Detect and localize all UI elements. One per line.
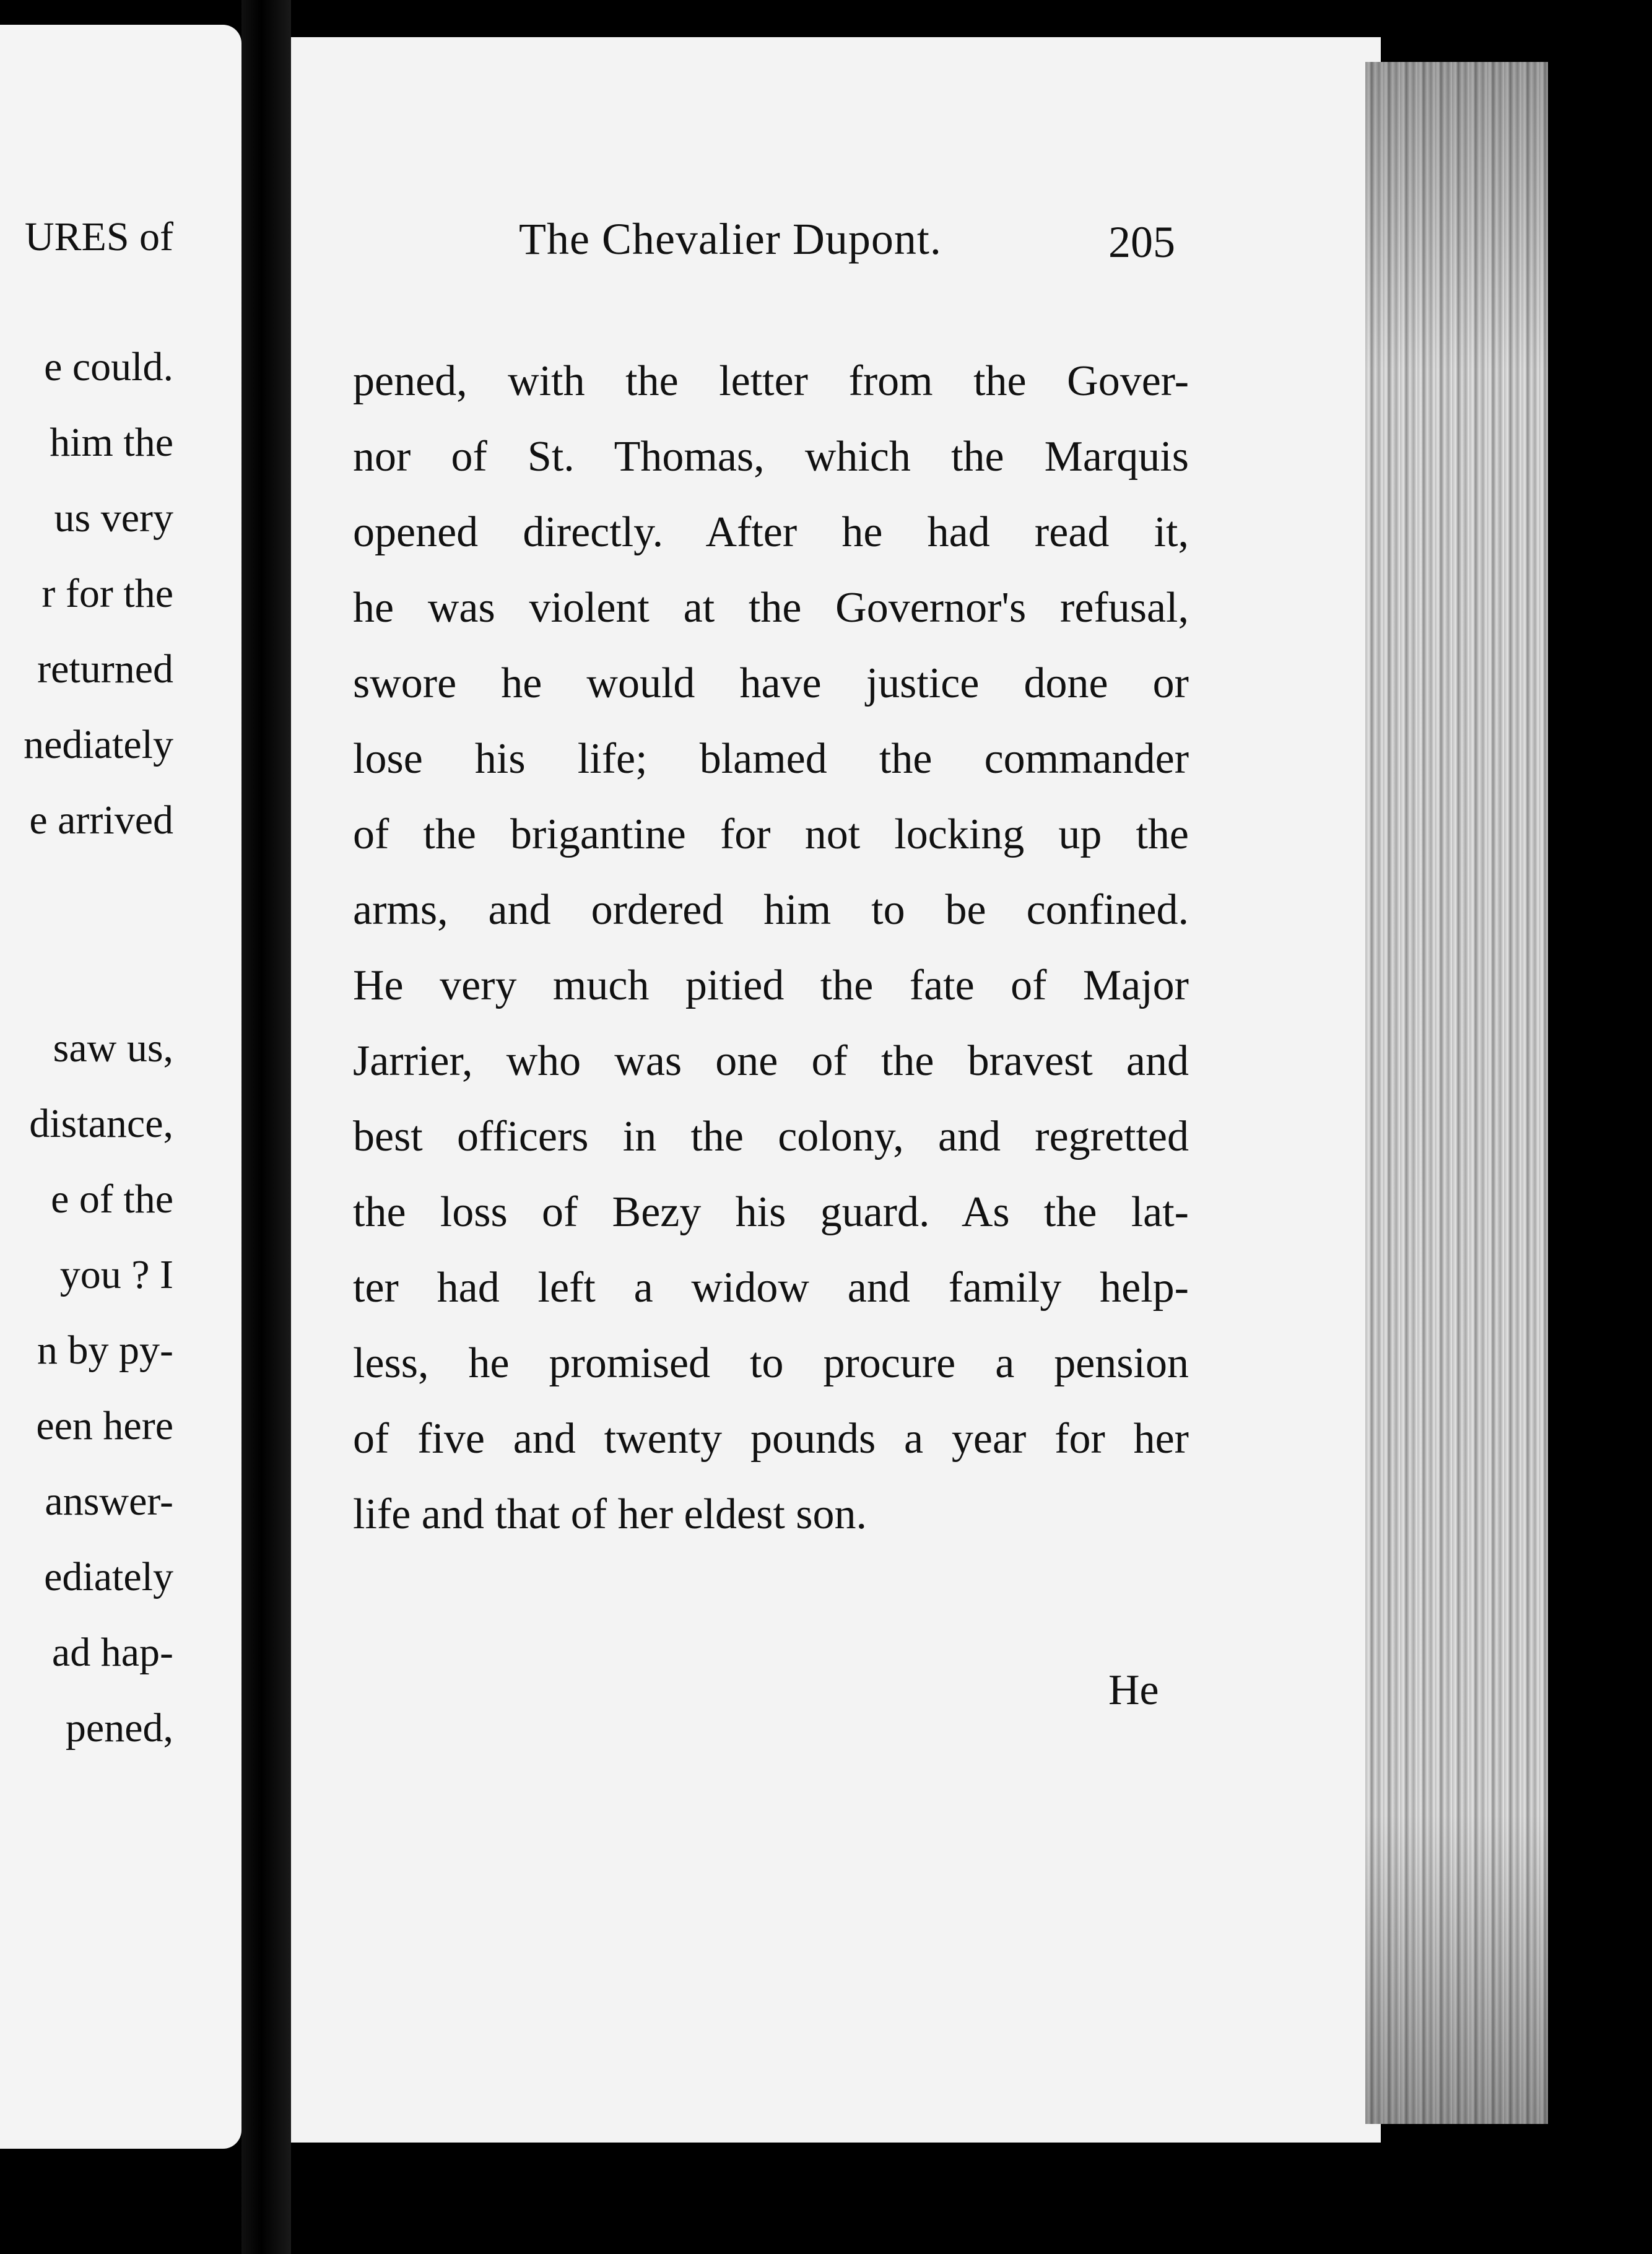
text-line: best officers in the colony, and regretted	[353, 1113, 1189, 1160]
text-line: of five and twenty pounds a year for her	[353, 1415, 1189, 1463]
left-line: you ? I	[59, 1252, 173, 1297]
left-line: een here	[36, 1403, 173, 1448]
text-line: life and that of her eldest son.	[353, 1490, 867, 1538]
page-edges	[1365, 62, 1548, 2124]
text-line: nor of St. Thomas, which the Marquis	[353, 433, 1189, 481]
body-text	[353, 344, 1189, 1552]
catchword: He	[1108, 1666, 1159, 1714]
text-line: swore he would have justice done or	[353, 659, 1189, 707]
left-line: saw us,	[53, 1025, 173, 1071]
left-line: ediately	[44, 1554, 173, 1599]
left-line: URES of	[24, 214, 173, 259]
left-line: nediately	[24, 722, 173, 767]
text-line: ter had left a widow and family help-	[353, 1264, 1189, 1312]
left-line: n by py-	[37, 1328, 173, 1373]
running-head: The Chevalier Dupont.	[519, 214, 942, 264]
text-line: lose his life; blamed the commander	[353, 735, 1189, 783]
left-line: e arrived	[29, 798, 173, 843]
previous-page-text	[0, 0, 241, 2254]
left-line: e could.	[44, 344, 173, 389]
text-line: Jarrier, who was one of the bravest and	[353, 1037, 1189, 1085]
left-line: returned	[37, 646, 173, 692]
book-gutter	[241, 0, 291, 2254]
text-line: arms, and ordered him to be confined.	[353, 886, 1189, 934]
left-line: pened,	[65, 1705, 173, 1751]
text-line: of the brigantine for not locking up the	[353, 811, 1189, 858]
left-line: answer-	[45, 1479, 173, 1524]
left-line: him the	[50, 420, 173, 465]
page-number: 205	[1108, 217, 1175, 267]
left-line: e of the	[51, 1177, 173, 1222]
left-line: ad hap-	[51, 1630, 173, 1675]
text-line: opened directly. After he had read it,	[353, 508, 1189, 556]
text-line: the loss of Bezy his guard. As the lat-	[353, 1188, 1189, 1236]
text-line: less, he promised to procure a pension	[353, 1339, 1189, 1387]
text-line: he was violent at the Governor's refusal,	[353, 584, 1189, 632]
left-line: distance,	[29, 1101, 173, 1146]
left-line: us very	[54, 495, 173, 541]
left-line: r for the	[41, 571, 173, 616]
text-line: pened, with the letter from the Gover-	[353, 357, 1189, 405]
text-line: He very much pitied the fate of Major	[353, 962, 1189, 1009]
